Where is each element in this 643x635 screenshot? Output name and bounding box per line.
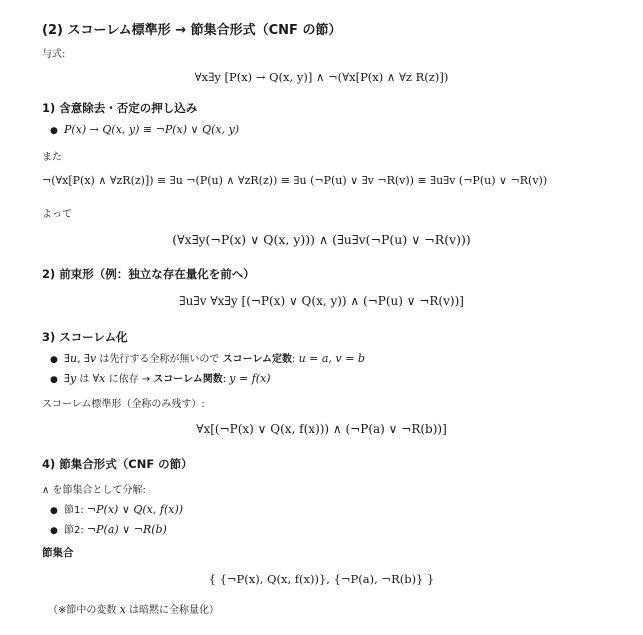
bullet-dot-icon: ●	[50, 126, 58, 136]
clause-set-note	[48, 601, 219, 616]
step2-heading: 2) 前束形（例：独立な存在量化を前へ）	[42, 267, 255, 281]
clause-set-heading: 節集合	[42, 547, 74, 559]
step1-also-label: また	[42, 152, 62, 163]
step3-standard-label: スコーレム標準形（全称のみ残す）:	[42, 399, 205, 410]
bullet1-bold: スコーレム定数	[222, 354, 292, 365]
clause2-formula: ¬P(a) ∨ ¬R(b)	[86, 523, 167, 536]
note-math: x	[119, 603, 126, 616]
bullet2-math2: y = f(x)	[229, 372, 271, 385]
bullet1-math2: u = a, v = b	[298, 352, 365, 365]
bullet2-tail: :	[222, 374, 230, 385]
clause-2	[50, 521, 167, 536]
note-pre: （※節中の変数	[48, 605, 120, 616]
step1-heading: 1) 含意除去・否定の押し込み	[42, 101, 198, 115]
step1-therefore-label: よって	[42, 209, 72, 220]
bullet1-text: は先行する全称が無いので	[96, 354, 223, 365]
clause1-formula: ¬P(x) ∨ Q(x, f(x))	[86, 503, 184, 516]
clause2-label: 節2:	[64, 525, 87, 536]
bullet-dot-icon: ●	[50, 526, 58, 536]
given-formula: ∀x∃y [P(x) → Q(x, y)] ∧ ¬(∀x[P(x) ∧ ∀z R(z)])	[194, 70, 449, 84]
step3-heading: 3) スコーレム化	[42, 330, 128, 344]
bullet2-text2: に依存 →	[105, 374, 154, 385]
step1-long-formula: ¬(∀x[P(x) ∧ ∀zR(z)]) ≡ ∃u ¬(P(u) ∧ ∀zR(z)) ≡ ∃u (¬P(u) ∨ ∃v ¬R(v)) ≡ ∃u∃v (¬P(u) ∨ ¬R(v))	[42, 174, 548, 187]
bullet2-text1: は	[76, 374, 93, 385]
given-label: 与式:	[42, 49, 66, 60]
clause-1	[50, 501, 183, 516]
bullet-dot-icon: ●	[50, 355, 58, 365]
step3-bullet-2	[50, 370, 271, 385]
bullet-dot-icon: ●	[50, 375, 58, 385]
step1-bullet	[50, 123, 239, 136]
bullet2-math-b: ∀x	[92, 372, 106, 385]
clause-set-formula: { {¬P(x), Q(x, f(x))}, {¬P(a), ¬R(b)} }	[208, 572, 435, 586]
bullet1-tail: :	[292, 354, 299, 365]
section-heading: (2) スコーレム標準形 → 節集合形式（CNF の節）	[42, 23, 342, 38]
step4-decompose-label: ∧ を節集合として分解:	[42, 485, 146, 496]
bullet2-math: ∃y	[64, 372, 77, 385]
clause1-label: 節1:	[64, 505, 87, 516]
bullet2-bold: スコーレム関数	[153, 374, 223, 385]
step2-formula: ∃u∃v ∀x∃y [(¬P(x) ∨ Q(x, y)) ∧ (¬P(u) ∨ ¬R(v))]	[179, 294, 464, 308]
step1-bullet-formula: P(x) → Q(x, y) ≡ ¬P(x) ∨ Q(x, y)	[64, 123, 240, 136]
step3-bullet-1	[50, 350, 365, 365]
bullet-dot-icon: ●	[50, 506, 58, 516]
step4-heading: 4) 節集合形式（CNF の節）	[42, 457, 193, 471]
step3-standard-formula: ∀x[(¬P(x) ∨ Q(x, f(x))) ∧ (¬P(a) ∨ ¬R(b))]	[196, 422, 447, 436]
step1-result-formula: (∀x∃y(¬P(x) ∨ Q(x, y))) ∧ (∃u∃v(¬P(u) ∨ ¬R(v)))	[172, 232, 471, 247]
note-post: は暗黙に全称量化）	[125, 605, 219, 616]
bullet1-math: ∃u, ∃v	[64, 352, 97, 365]
